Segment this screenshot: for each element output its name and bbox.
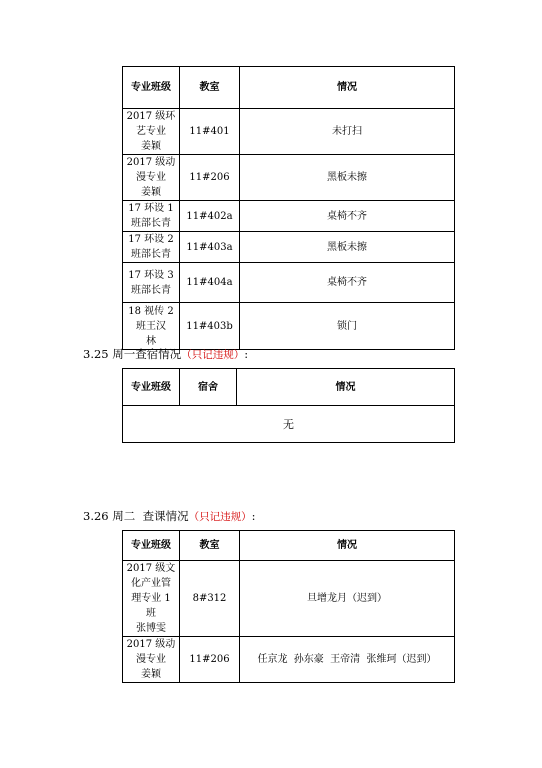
table-row bbox=[123, 232, 455, 263]
section-colon: : bbox=[251, 509, 256, 523]
status-cell: 任京龙 孙东豪 王帝清 张维珂（迟到） bbox=[240, 637, 455, 683]
class-cell bbox=[123, 155, 180, 201]
section-note: （只记违规） bbox=[181, 349, 245, 361]
class-line: 班部长青 bbox=[131, 218, 171, 229]
class-line: 17 环设 2 bbox=[128, 234, 174, 245]
room-cell: 11#403a bbox=[180, 232, 240, 263]
class-line: 班王汉 bbox=[136, 320, 166, 332]
class-line: 漫专业 bbox=[136, 654, 166, 665]
class-cell bbox=[123, 561, 180, 637]
table-row bbox=[123, 155, 455, 201]
classroom-inspection-table bbox=[122, 66, 455, 350]
status-cell: 桌椅不齐 bbox=[240, 263, 455, 303]
dorm-check-heading bbox=[83, 346, 248, 362]
class-line: 漫专业 bbox=[136, 172, 166, 183]
header-status: 情况 bbox=[240, 531, 455, 561]
table-row bbox=[123, 263, 455, 303]
class-line: 班 bbox=[146, 608, 156, 619]
header-room: 教室 bbox=[180, 67, 240, 109]
dorm-inspection-table bbox=[122, 368, 455, 443]
status-cell: 黑板未擦 bbox=[240, 155, 455, 201]
class-check-heading bbox=[83, 508, 255, 524]
class-line: 化产业管 bbox=[131, 578, 171, 589]
header-status: 情况 bbox=[240, 67, 455, 109]
status-cell: 锁门 bbox=[240, 303, 455, 350]
table-header-row bbox=[123, 531, 455, 561]
class-cell bbox=[123, 263, 180, 303]
class-line: 艺专业 bbox=[136, 126, 166, 137]
header-class: 专业班级 bbox=[123, 369, 180, 406]
table-header-row bbox=[123, 369, 455, 406]
table-row bbox=[123, 561, 455, 637]
room-cell: 11#404a bbox=[180, 263, 240, 303]
class-line: 姜颖 bbox=[141, 669, 161, 680]
table-row bbox=[123, 303, 455, 350]
section-title-text: 3.26 周二 查课情况 bbox=[83, 509, 189, 523]
status-cell: 旦增龙月（迟到） bbox=[240, 561, 455, 637]
header-status: 情况 bbox=[237, 369, 455, 406]
section-title-text: 3.25 周一查宿情况 bbox=[83, 347, 182, 361]
status-cell: 桌椅不齐 bbox=[240, 201, 455, 232]
status-cell: 未打扫 bbox=[240, 109, 455, 155]
class-attendance-table bbox=[122, 530, 455, 683]
empty-cell: 无 bbox=[123, 406, 455, 443]
class-line: 17 环设 1 bbox=[128, 203, 174, 214]
class-cell bbox=[123, 232, 180, 263]
class-line: 2017 级动 bbox=[126, 157, 176, 168]
class-line: 2017 级文 bbox=[126, 563, 176, 574]
class-cell bbox=[123, 303, 180, 350]
class-line: 班部长青 bbox=[131, 284, 171, 296]
class-line: 姜颖 bbox=[141, 187, 161, 198]
class-cell bbox=[123, 109, 180, 155]
room-cell: 11#206 bbox=[180, 155, 240, 201]
section-colon: : bbox=[244, 347, 249, 361]
header-room: 教室 bbox=[180, 531, 240, 561]
room-cell: 11#402a bbox=[180, 201, 240, 232]
table-header-row bbox=[123, 67, 455, 109]
table-row bbox=[123, 109, 455, 155]
room-cell: 11#403b bbox=[180, 303, 240, 350]
class-line: 2017 级动 bbox=[126, 639, 176, 650]
class-cell bbox=[123, 637, 180, 683]
room-cell: 11#401 bbox=[180, 109, 240, 155]
class-cell bbox=[123, 201, 180, 232]
header-class: 专业班级 bbox=[123, 67, 180, 109]
header-dorm: 宿舍 bbox=[180, 369, 237, 406]
class-line: 林 bbox=[146, 335, 156, 347]
class-line: 班部长青 bbox=[131, 249, 171, 260]
class-line: 17 环设 3 bbox=[128, 269, 174, 281]
table-row bbox=[123, 637, 455, 683]
class-line: 18 视传 2 bbox=[128, 305, 174, 317]
room-cell: 11#206 bbox=[180, 637, 240, 683]
room-cell: 8#312 bbox=[180, 561, 240, 637]
class-line: 姜颖 bbox=[141, 141, 161, 152]
section-note: （只记违规） bbox=[188, 511, 252, 523]
status-cell: 黑板未擦 bbox=[240, 232, 455, 263]
table-row bbox=[123, 406, 455, 443]
class-line: 张博雯 bbox=[136, 623, 166, 634]
header-class: 专业班级 bbox=[123, 531, 180, 561]
class-line: 2017 级环 bbox=[126, 111, 176, 122]
class-line: 理专业 1 bbox=[131, 593, 171, 604]
table-row bbox=[123, 201, 455, 232]
